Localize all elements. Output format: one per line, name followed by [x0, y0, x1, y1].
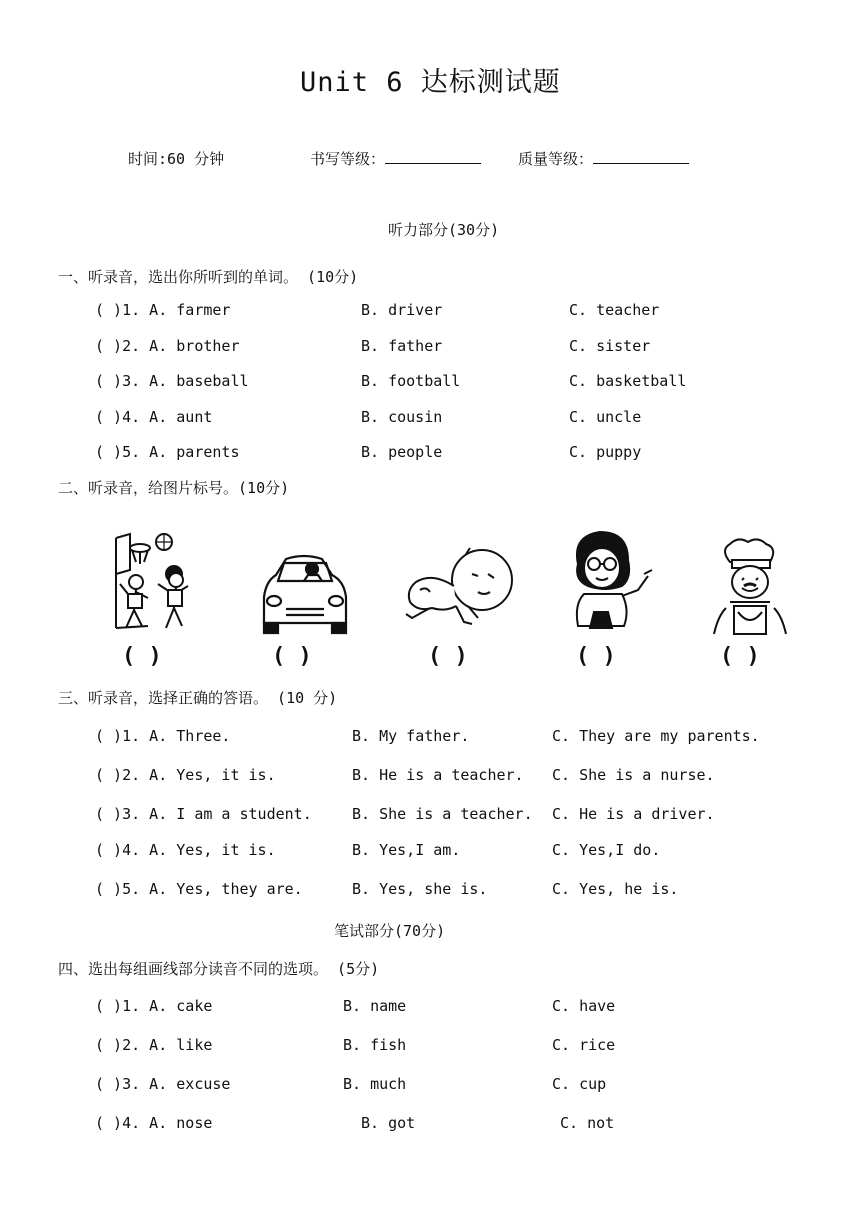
quality-grade-field[interactable] [518, 148, 689, 169]
s4-q2-option-c: C. rice [552, 1036, 616, 1054]
basketball-players-icon [108, 528, 200, 640]
section-4-heading: 四、选出每组画线部分读音不同的选项。 (5分) [58, 960, 380, 978]
s3-q5-option-a: ( )5. A. Yes, they are. [95, 880, 303, 898]
s1-q1-option-b: B. driver [361, 301, 443, 319]
s4-q3-option-a: ( )3. A. excuse [95, 1075, 231, 1093]
s4-q4-option-c: C. not [560, 1114, 615, 1132]
s4-q1-option-a: ( )1. A. cake [95, 997, 213, 1015]
writing-grade-label: 书写等级： [310, 150, 386, 168]
s3-q3-option-b: B. She is a teacher. [352, 805, 533, 823]
s3-q1-option-c: C. They are my parents. [552, 727, 760, 745]
picture-5-blank[interactable]: ( ) [720, 644, 760, 669]
s4-q2-option-b: B. fish [343, 1036, 407, 1054]
s4-q1-option-c: C. have [552, 997, 616, 1015]
s3-q4-option-c: C. Yes,I do. [552, 841, 661, 859]
s3-q3-option-a: ( )3. A. I am a student. [95, 805, 312, 823]
s1-q4-option-b: B. cousin [361, 408, 443, 426]
page-title: Unit 6 达标测试题 [300, 67, 561, 98]
s1-q5-option-c: C. puppy [569, 443, 642, 461]
s1-q3-option-a: ( )3. A. baseball [95, 372, 249, 390]
section-1-heading: 一、听录音，选出你所听到的单词。 (10分) [58, 268, 359, 286]
s1-q2-option-b: B. father [361, 337, 443, 355]
s4-q3-option-b: B. much [343, 1075, 407, 1093]
crawling-baby-icon [402, 542, 518, 634]
s3-q2-option-c: C. She is a nurse. [552, 766, 715, 784]
s3-q5-option-c: C. Yes, he is. [552, 880, 679, 898]
car-driver-icon [256, 553, 352, 635]
writing-grade-blank[interactable] [385, 149, 481, 164]
s1-q2-option-c: C. sister [569, 337, 651, 355]
s3-q5-option-b: B. Yes, she is. [352, 880, 488, 898]
written-header: 笔试部分(70分) [334, 922, 446, 940]
s3-q1-option-a: ( )1. A. Three. [95, 727, 231, 745]
time-label: 时间:60 分钟 [128, 150, 225, 168]
s1-q1-option-a: ( )1. A. farmer [95, 301, 231, 319]
s4-q3-option-c: C. cup [552, 1075, 607, 1093]
section-3-heading: 三、听录音，选择正确的答语。 (10 分) [58, 689, 338, 707]
quality-grade-label: 质量等级： [518, 150, 594, 168]
woman-with-glasses-icon [566, 530, 658, 636]
s1-q2-option-a: ( )2. A. brother [95, 337, 240, 355]
picture-3-blank[interactable]: ( ) [428, 644, 468, 669]
s1-q3-option-b: B. football [361, 372, 461, 390]
s1-q1-option-c: C. teacher [569, 301, 660, 319]
s3-q4-option-b: B. Yes,I am. [352, 841, 461, 859]
picture-1-blank[interactable]: ( ) [122, 644, 162, 669]
s1-q4-option-c: C. uncle [569, 408, 642, 426]
quality-grade-blank[interactable] [593, 149, 689, 164]
s3-q3-option-c: C. He is a driver. [552, 805, 715, 823]
s4-q4-option-b: B. got [361, 1114, 416, 1132]
section-2-heading: 二、听录音，给图片标号。(10分) [58, 479, 290, 497]
s1-q5-option-b: B. people [361, 443, 443, 461]
s4-q1-option-b: B. name [343, 997, 407, 1015]
s4-q2-option-a: ( )2. A. like [95, 1036, 213, 1054]
s1-q4-option-a: ( )4. A. aunt [95, 408, 213, 426]
s3-q1-option-b: B. My father. [352, 727, 470, 745]
s1-q5-option-a: ( )5. A. parents [95, 443, 240, 461]
s1-q3-option-c: C. basketball [569, 372, 687, 390]
s3-q2-option-a: ( )2. A. Yes, it is. [95, 766, 276, 784]
s4-q4-option-a: ( )4. A. nose [95, 1114, 213, 1132]
writing-grade-field[interactable] [310, 148, 481, 169]
picture-2-blank[interactable]: ( ) [272, 644, 312, 669]
picture-4-blank[interactable]: ( ) [576, 644, 616, 669]
s3-q4-option-a: ( )4. A. Yes, it is. [95, 841, 276, 859]
listening-header: 听力部分(30分) [388, 221, 500, 239]
s3-q2-option-b: B. He is a teacher. [352, 766, 524, 784]
chef-icon [708, 536, 792, 636]
